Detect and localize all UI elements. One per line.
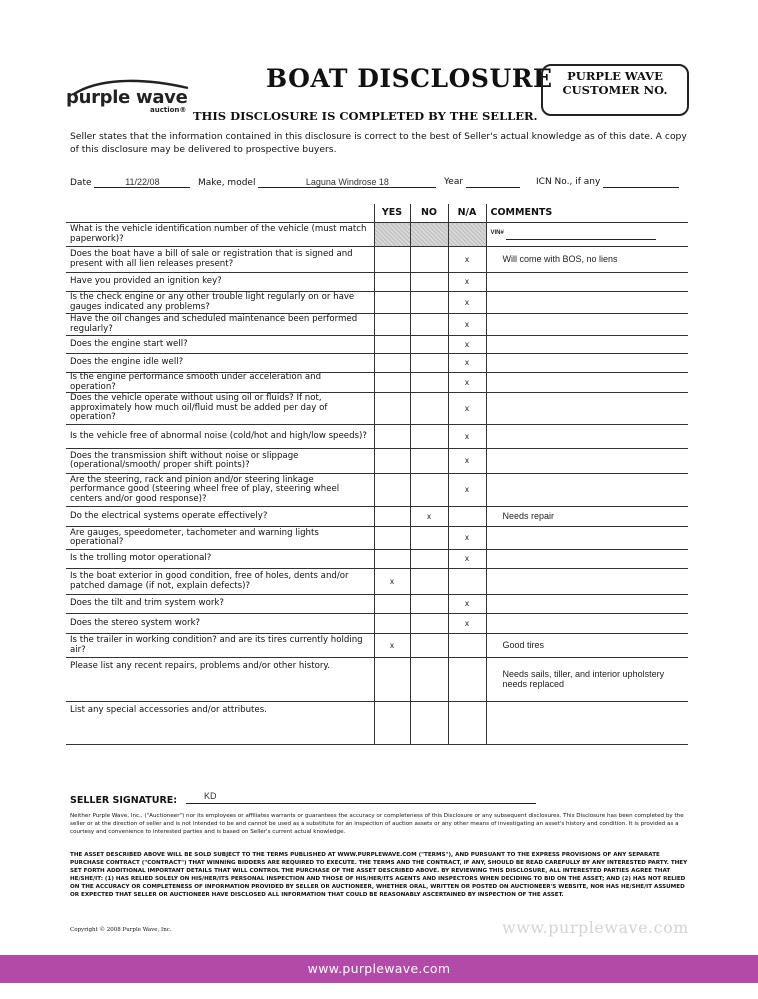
table-row [66,354,688,373]
yes-mark-cell [374,314,410,336]
no-mark-cell [410,425,448,449]
yes-mark-cell [374,595,410,614]
table-row [66,223,688,247]
na-mark-cell: x [448,247,486,273]
no-mark-cell [410,314,448,336]
na-mark-cell [448,569,486,595]
yes-mark-cell [374,550,410,569]
no-mark-cell [410,273,448,292]
yes-mark-cell [374,527,410,550]
na-mark-cell: x [448,373,486,393]
yes-mark-cell [374,449,410,474]
na-mark-cell [448,634,486,658]
table-row [66,658,688,702]
make-model-field [198,177,436,188]
comment-cell: Will come with BOS, no liens [486,247,688,273]
document-subtitle: THIS DISCLOSURE IS COMPLETED BY THE SELLER. [193,109,538,123]
na-mark-cell: x [448,550,486,569]
na-mark-cell: x [448,527,486,550]
icn-label: ICN No., if any [536,177,601,187]
disclosure-rows [66,223,688,745]
seller-signature-value: KD [204,791,217,801]
table-row [66,634,688,658]
copyright-notice: Copyright © 2008 Purple Wave, Inc. [70,927,172,933]
na-header: N/A [448,204,486,223]
yes-mark-cell [374,247,410,273]
question-cell: Does the engine idle well? [66,354,374,373]
yes-mark-cell [374,702,410,745]
question-cell: Does the stereo system work? [66,614,374,634]
no-mark-cell [410,702,448,745]
yes-mark-cell [374,474,410,507]
question-cell: What is the vehicle identification number of the vehicle (must match paperwork)? [66,223,374,247]
table-row [66,273,688,292]
customer-box-line-2: CUSTOMER NO. [562,83,668,97]
terms-paragraph: THE ASSET DESCRIBED ABOVE WILL BE SOLD SUBJECT TO THE TERMS PUBLISHED AT WWW.PURPLEWAVE.COM ("TERMS"), AND PURSUANT TO THE EXPRESS PROVISIONS OF ANY SEPARATE PURCHASE CONTRACT ("CONTRACT") THAT WINNING BIDDERS ARE REQUIRED TO EXECUTE. THE TERMS AND THE CONTRACT, IF ANY, SHOULD BE READ CAREFULLY BY ANY INTERESTED PARTY. THEY SET FORTH ADDITIONAL IMPORTANT DETAILS THAT WILL CONTROL THE PURCHASE OF THE ASSET DESCRIBED ABOVE. BY REVIEWING THIS DISCLOSURE, ALL INTERESTED PARTIES AGREE THAT HE/SHE/IT: (1) HAS RELIED SOLELY ON HIS/HER/ITS PERSONAL INSPECTION AND THOSE OF HIS/HER/ITS AGENTS AND INSPECTORS WHEN DECIDING TO BID ON THE ASSET; AND (2) HAS NOT RELIED ON THE ACCURACY OR COMPLETENESS OF INFORMATION PROVIDED BY SELLER OR AUCTIONEER, WHETHER ORAL, WRITTEN OR POSTED ON AUCTIONEER'S WEBSITE, NOR HAS HE/SHE/IT ASSUMED OR EXPECTED THAT SELLER OR AUCTIONEER HAVE DISCLOSED ALL INFORMATION THAT COULD BE REASONABLY ASCERTAINED BY INSPECTION OF THE ASSET. [70,852,688,898]
yes-mark-cell: x [374,569,410,595]
table-row [66,393,688,425]
comment-cell: Needs sails, tiller, and interior upholstery needs replaced [486,658,688,702]
icn-field [536,177,679,188]
watermark-url: www.purplewave.com [502,918,689,937]
question-cell: Have the oil changes and scheduled maintenance been performed regularly? [66,314,374,336]
yes-mark-cell [374,393,410,425]
na-mark-cell: x [448,354,486,373]
na-mark-cell: x [448,425,486,449]
no-mark-cell [410,634,448,658]
question-cell: Are gauges, speedometer, tachometer and warning lights operational? [66,527,374,550]
question-header [66,204,374,223]
yes-mark-cell [374,614,410,634]
no-mark-cell [410,614,448,634]
comments-header: COMMENTS [486,204,688,223]
yes-mark-cell [374,223,410,247]
question-cell: Does the vehicle operate without using oil or fluids? If not, approximately how much oil/fluid must be added per day of operation? [66,393,374,425]
table-row [66,247,688,273]
logo-wordmark: purple wave [66,87,188,108]
comment-cell [486,595,688,614]
date-label: Date [70,178,92,188]
question-cell: Is the trailer in working condition? and are its tires currently holding air? [66,634,374,658]
table-row [66,336,688,354]
na-mark-cell [448,702,486,745]
comment-cell [486,336,688,354]
question-cell: Please list any recent repairs, problems and/or other history. [66,658,374,702]
table-row [66,425,688,449]
footer-url-bar [0,955,758,983]
question-cell: Does the engine start well? [66,336,374,354]
question-cell: Is the boat exterior in good condition, free of holes, dents and/or patched damage (if not, explain defects)? [66,569,374,595]
comment-cell [486,614,688,634]
date-value: 11/22/08 [94,177,190,188]
comment-cell [486,449,688,474]
no-mark-cell [410,474,448,507]
make-model-label: Make, model [198,178,256,188]
table-row [66,702,688,745]
comment-cell [486,550,688,569]
icn-value-line [603,177,679,188]
table-row [66,373,688,393]
yes-mark-cell [374,354,410,373]
comment-cell: Needs repair [486,507,688,527]
question-cell: Does the transmission shift without noise or slippage (operational/smooth/ proper shift points)? [66,449,374,474]
na-mark-cell: x [448,336,486,354]
na-mark-cell: x [448,292,486,314]
seller-signature-label: SELLER SIGNATURE: [70,795,178,806]
table-row [66,595,688,614]
question-cell: Have you provided an ignition key? [66,273,374,292]
footer-url-link[interactable]: www.purplewave.com [307,961,451,976]
comment-cell [486,569,688,595]
no-mark-cell [410,658,448,702]
no-mark-cell: x [410,507,448,527]
intro-statement: Seller states that the information contained in this disclosure is correct to the best of Seller's actual knowledge as of this date. A copy of this disclosure may be delivered to prospective buyers. [70,131,687,155]
table-row [66,314,688,336]
table-row [66,292,688,314]
yes-mark-cell [374,425,410,449]
disclosure-table [66,204,688,745]
purple-wave-logo [66,78,196,114]
customer-number-box [541,64,689,116]
comment-cell [486,314,688,336]
table-row [66,569,688,595]
comment-cell [486,273,688,292]
no-mark-cell [410,354,448,373]
question-cell: Does the tilt and trim system work? [66,595,374,614]
question-cell: List any special accessories and/or attributes. [66,702,374,745]
yes-mark-cell [374,292,410,314]
yes-mark-cell [374,658,410,702]
question-cell: Do the electrical systems operate effectively? [66,507,374,527]
comment-cell [486,292,688,314]
na-mark-cell [448,223,486,247]
comment-cell [486,373,688,393]
no-mark-cell [410,247,448,273]
no-mark-cell [410,449,448,474]
na-mark-cell [448,507,486,527]
date-field [70,177,190,188]
no-mark-cell [410,393,448,425]
na-mark-cell [448,658,486,702]
na-mark-cell: x [448,614,486,634]
comment-cell [486,223,688,247]
make-model-value: Laguna Windrose 18 [258,177,436,188]
na-mark-cell: x [448,314,486,336]
comment-cell [486,393,688,425]
na-mark-cell: x [448,273,486,292]
comment-cell [486,702,688,745]
no-mark-cell [410,550,448,569]
no-mark-cell [410,595,448,614]
comment-cell: Good tires [486,634,688,658]
no-mark-cell [410,292,448,314]
seller-signature-line [186,803,536,804]
comment-cell [486,474,688,507]
customer-box-line-1: PURPLE WAVE [567,69,663,83]
no-mark-cell [410,527,448,550]
no-mark-cell [410,223,448,247]
yes-header: YES [374,204,410,223]
year-label: Year [444,177,464,187]
table-row [66,550,688,569]
table-row [66,449,688,474]
no-mark-cell [410,569,448,595]
question-cell: Does the boat have a bill of sale or registration that is signed and present with all lien releases present? [66,247,374,273]
question-cell: Is the vehicle free of abnormal noise (cold/hot and high/low speeds)? [66,425,374,449]
comment-cell [486,527,688,550]
document-title: BOAT DISCLOSURE [266,64,553,93]
year-field [444,177,520,188]
table-row [66,507,688,527]
no-header: NO [410,204,448,223]
na-mark-cell: x [448,474,486,507]
vin-line [506,229,656,240]
yes-mark-cell [374,273,410,292]
question-cell: Is the trolling motor operational? [66,550,374,569]
na-mark-cell: x [448,393,486,425]
yes-mark-cell [374,336,410,354]
table-header-row [66,204,688,223]
question-cell: Are the steering, rack and pinion and/or steering linkage performance good (steering wheel free of play, steering wheel centers and/or good response)? [66,474,374,507]
yes-mark-cell: x [374,634,410,658]
disclaimer-paragraph: Neither Purple Wave, Inc., ("Auctioneer") nor its employees or affiliates warrants or guarantees the accuracy or completeness of this Disclosure or any subsequent disclosures. This Disclosure has been completed by the seller or at the direction of seller and is not intended to be and cannot be used as a substitute for an inspection of auction assets or any other means of investigating an asset's history and condition. It is provided as a courtesy and convenience to interested parties and is based on Seller's current actual knowledge. [70,813,684,835]
comment-cell [486,425,688,449]
no-mark-cell [410,336,448,354]
question-cell: Is the check engine or any other trouble light regularly on or have gauges indicated any problems? [66,292,374,314]
table-row [66,474,688,507]
table-row [66,527,688,550]
table-row [66,614,688,634]
na-mark-cell: x [448,595,486,614]
year-value-line [466,177,520,188]
na-mark-cell: x [448,449,486,474]
logo-subtext: auction® [150,106,187,114]
comment-cell [486,354,688,373]
yes-mark-cell [374,507,410,527]
vin-label: VIN# [490,230,504,237]
question-cell: Is the engine performance smooth under acceleration and operation? [66,373,374,393]
no-mark-cell [410,373,448,393]
yes-mark-cell [374,373,410,393]
